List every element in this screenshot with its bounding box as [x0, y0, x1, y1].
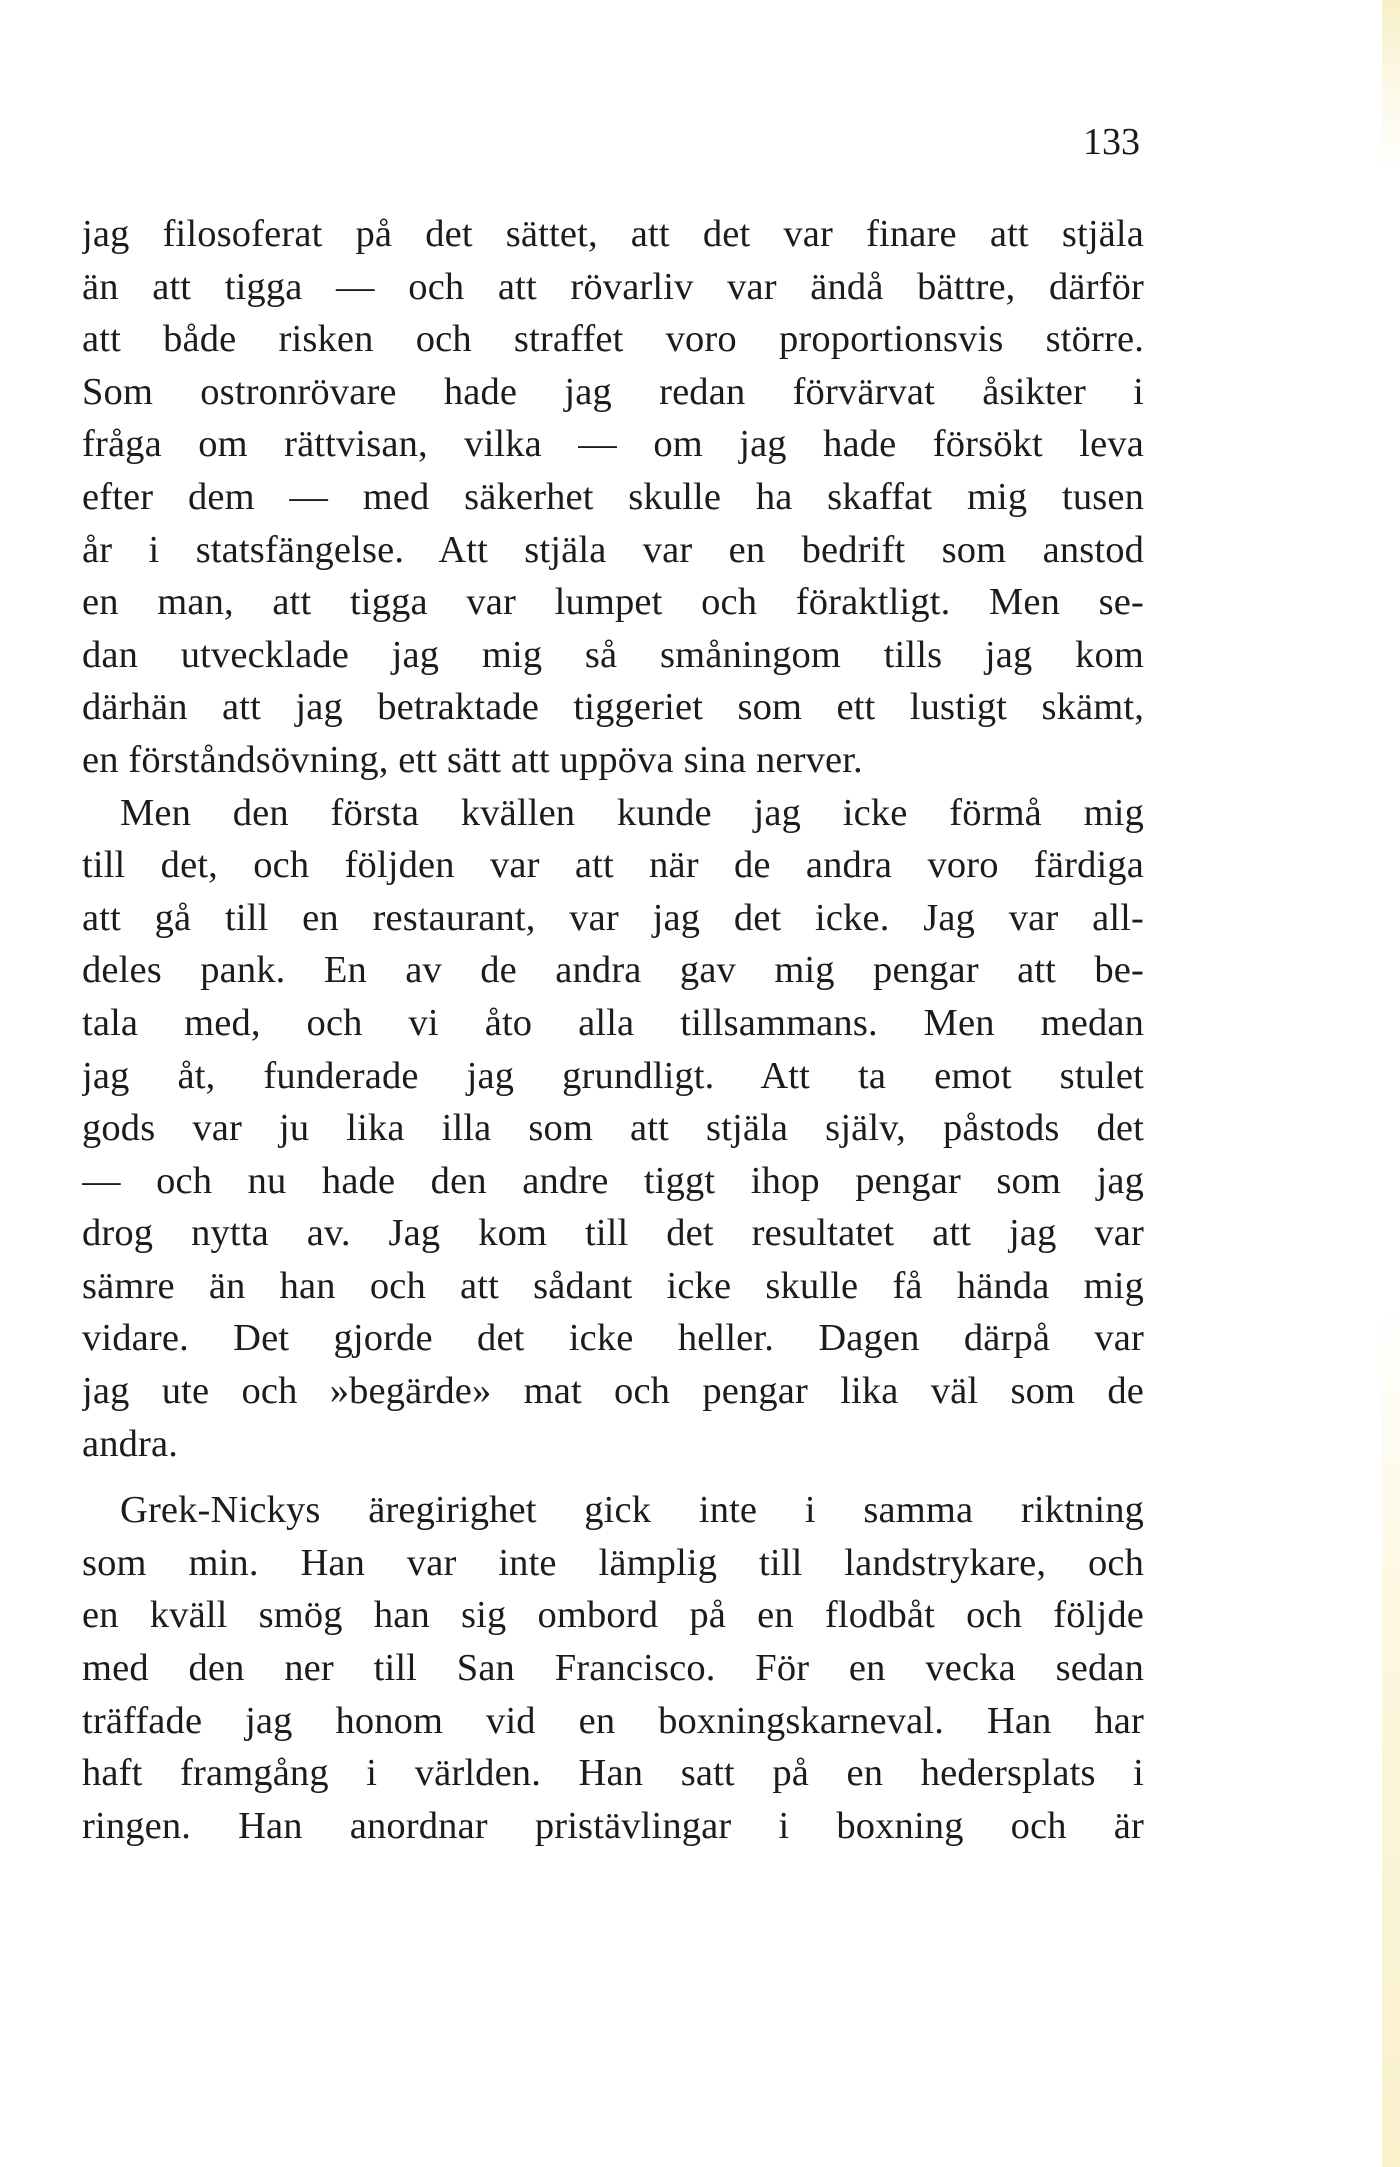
text-line: efter dem — med säkerhet skulle ha skaffat mig tusen	[82, 475, 1144, 518]
text-line: än att tigga — och att rövarliv var ändå bättre, därför	[82, 265, 1144, 308]
text-line: drog nytta av. Jag kom till det resultatet att jag var	[82, 1212, 1144, 1255]
text-line: Grek-Nickys äregirighet gick inte i samma riktning	[120, 1489, 1144, 1532]
text-line: fråga om rättvisan, vilka — om jag hade försökt leva	[82, 423, 1144, 466]
text-line: vidare. Det gjorde det icke heller. Dagen därpå var	[82, 1317, 1144, 1360]
text-line: med den ner till San Francisco. För en vecka sedan	[82, 1647, 1144, 1690]
text-line: att gå till en restaurant, var jag det icke. Jag var all-	[82, 896, 1144, 939]
text-line: år i statsfängelse. Att stjäla var en bedrift som anstod	[82, 528, 1144, 571]
text-line: sämre än han och att sådant icke skulle få hända mig	[82, 1264, 1144, 1307]
text-line: jag ute och »begärde» mat och pengar lika väl som de	[82, 1370, 1144, 1413]
text-line: till det, och följden var att när de andra voro färdiga	[82, 844, 1144, 887]
text-line: haft framgång i världen. Han satt på en hedersplats i	[82, 1752, 1144, 1795]
paragraph-1	[82, 208, 1144, 787]
page-number: 133	[1083, 121, 1140, 163]
scan-edge	[1382, 0, 1400, 2167]
text-line: tala med, och vi åto alla tillsammans. Men medan	[82, 1001, 1144, 1044]
text-line: en man, att tigga var lumpet och föraktligt. Men se-	[82, 581, 1144, 624]
text-line: ringen. Han anordnar pristävlingar i boxning och är	[82, 1804, 1144, 1847]
paragraph-3	[82, 1484, 1144, 1852]
paragraph-gap	[82, 1470, 1144, 1484]
text-line: att både risken och straffet voro proportionsvis större.	[82, 318, 1144, 361]
text-line: jag filosoferat på det sättet, att det var finare att stjäla	[82, 213, 1144, 255]
text-line: andra.	[82, 1422, 179, 1465]
text-line: — och nu hade den andre tiggt ihop pengar som jag	[82, 1159, 1144, 1202]
text-line: dan utvecklade jag mig så småningom tills jag kom	[82, 633, 1144, 676]
text-line: Som ostronrövare hade jag redan förvärvat åsikter i	[82, 370, 1144, 413]
text-line: deles pank. En av de andra gav mig pengar att be-	[82, 949, 1144, 992]
body-text	[82, 208, 1144, 1852]
text-line: träffade jag honom vid en boxningskarneval. Han har	[82, 1699, 1144, 1742]
paragraph-2	[82, 787, 1144, 1471]
text-line: gods var ju lika illa som att stjäla själv, påstods det	[82, 1107, 1144, 1150]
text-line: en kväll smög han sig ombord på en flodbåt och följde	[82, 1594, 1144, 1637]
text-line: som min. Han var inte lämplig till landstrykare, och	[82, 1541, 1144, 1584]
text-line: därhän att jag betraktade tiggeriet som ett lustigt skämt,	[82, 686, 1144, 729]
text-line: Men den första kvällen kunde jag icke förmå mig	[120, 791, 1144, 834]
text-line: en förståndsövning, ett sätt att uppöva sina nerver.	[82, 738, 863, 781]
text-line: jag åt, funderade jag grundligt. Att ta emot stulet	[82, 1054, 1144, 1097]
